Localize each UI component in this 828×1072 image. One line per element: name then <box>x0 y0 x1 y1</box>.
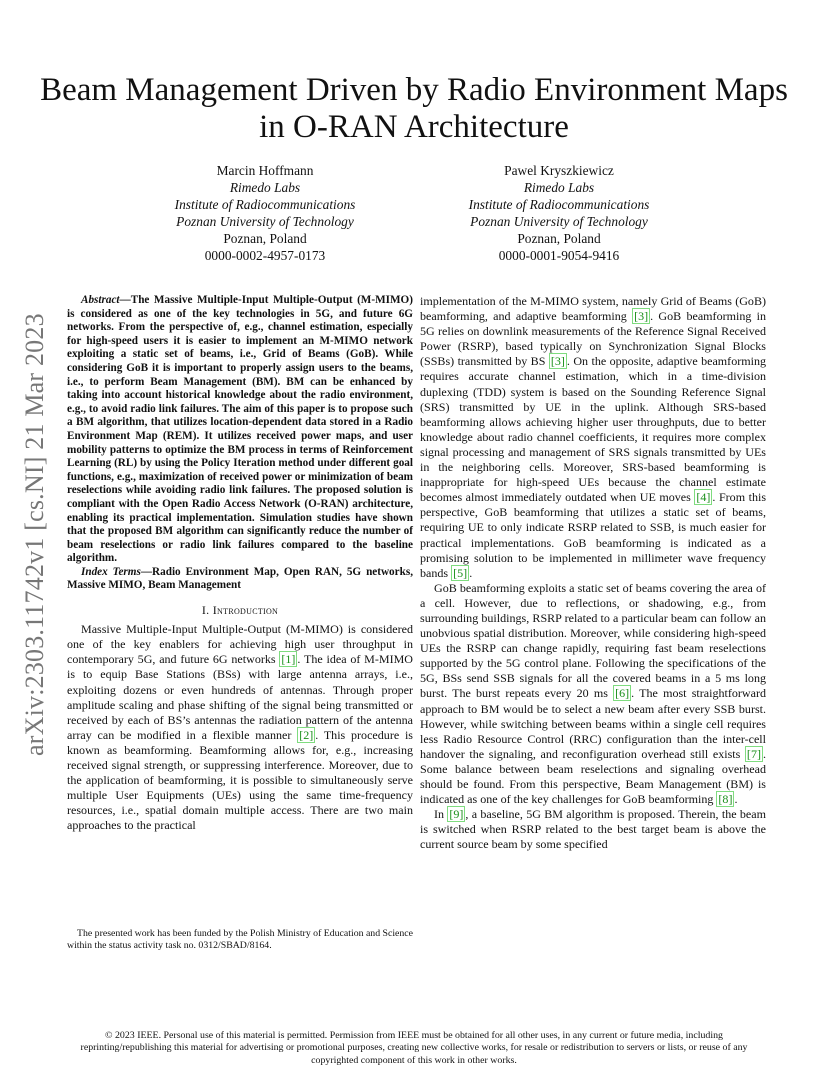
author-block-2 <box>394 162 724 264</box>
left-column <box>67 294 413 833</box>
author-affiliation: Poznan University of Technology <box>470 214 648 229</box>
index-terms <box>67 566 413 593</box>
body-text: . <box>469 565 473 580</box>
author-affiliation: Poznan University of Technology <box>176 214 354 229</box>
body-text: . The most straightforward approach to BM would be to select a new beam after every SSB burst. However, while switching between beams within a single cell requires less Radio Resource Control (RRC) configuration than the inter-cell handover the signaling, and reconfiguration overhead still exists <box>420 686 766 761</box>
index-terms-label: Index Terms <box>81 565 141 578</box>
author-affiliation: Institute of Radiocommunications <box>468 197 650 212</box>
citation-link[interactable]: [ 7 ] <box>745 746 763 762</box>
body-text: . The idea of M-MIMO is to equip Base Stations (BSs) with large antenna arrays, i.e., exploiting dozens or even hundreds of antennas. Through proper amplitude scaling and phase shifting of the signal being transmitted or received by each of BS’s antennas the radiation pattern of the antenna array can be modified in a flexible manner <box>67 652 413 742</box>
author-orcid: 0000-0001-9054-9416 <box>498 248 620 263</box>
body-text: . On the opposite, adaptive beamforming requires accurate channel estimation, which in a time-division duplexing (TDD) system is based on the Sounding Reference Signal (SRS) transmitted by UE in the uplink. Although SRS-based beamforming allows achieving higher user throughputs, due to better knowledge about radio channel coefficients, it requires more complex signal processing and management of SRS signals transmitted by UEs in the neighboring cells. Moreover, SRS-based beamforming is inappropriate for high-speed UEs because the channel estimate becomes almost immediately outdated when UE moves <box>420 354 766 505</box>
citation-link[interactable]: [ 3 ] <box>549 353 567 369</box>
body-text: In <box>434 807 448 822</box>
right-column <box>420 294 766 852</box>
citation-link[interactable]: [ 9 ] <box>447 806 465 822</box>
abstract-label: Abstract <box>81 294 120 306</box>
section-title: Introduction <box>212 603 279 618</box>
author-affiliation: Institute of Radiocommunications <box>174 197 356 212</box>
body-text: GoB beamforming exploits a static set of beams covering the area of a cell. However, due to reflections, or shadowing, e.g., from surrounding buildings, RSRP related to a particular beam can follow an unobvious spatial distribution. Moreover, while considering high-speed UEs the RSRP can change rapidly, requiring fast beam reselections supported by the 5G control plane. Following the specifications of the 5G, BSs send SSB signals for all the covered beams in a 5 ms long burst. The burst repeats every 20 ms <box>420 580 766 701</box>
body-text: , a baseline, 5G BM algorithm is proposed. Therein, the beam is switched when RSRP related to the best target beam is above the current source beam by some specified <box>420 807 766 852</box>
body-text: Massive Multiple-Input Multiple-Output (M-MIMO) is considered one of the key enablers for achieving high user throughput in contemporary 5G, and future 6G networks <box>67 622 413 667</box>
intro-paragraph-4 <box>420 807 766 852</box>
author-affiliation: Rimedo Labs <box>523 180 595 195</box>
footnote: The presented work has been funded by the Polish Ministry of Education and Science within the status activity task no. 0312/SBAD/8164. <box>67 928 414 952</box>
author-orcid: 0000-0002-4957-0173 <box>204 248 326 263</box>
citation-link[interactable]: [ 8 ] <box>716 791 734 807</box>
author-block-1 <box>100 162 430 264</box>
body-text: . This procedure is known as beamforming. Beamforming allows for, e.g., increasing received signal strength, or suppressing interference. Moreover, due to the application of beamforming, it is possible to simultaneously serve multiple User Equipments (UEs) using the same time-frequency resources, i.e., spatial domain multiple access. There are two main approaches to the practical <box>67 727 413 833</box>
author-location: Poznan, Poland <box>223 231 307 246</box>
copyright-notice: © 2023 IEEE. Personal use of this material is permitted. Permission from IEEE must be obtained for all other uses, in any current or future media, including reprinting/republishing this material for advertising or promotional purposes, creating new collective works, for resale or redistribution to servers or lists, or reuse of any copyrighted component of this work in other works. <box>80 1030 748 1066</box>
author-name: Marcin Hoffmann <box>216 163 314 178</box>
section-number: I. <box>201 603 210 618</box>
body-text: . GoB beamforming in 5G relies on downlink measurements of the Reference Signal Received Power (RSRP), based typically on Synchronization Signal Blocks (SSBs) transmitted by BS <box>420 309 767 369</box>
body-text: implementation of the M-MIMO system, namely Grid of Beams (GoB) beamforming, and adaptive beamforming <box>420 294 766 324</box>
citation-link[interactable]: [ 6 ] <box>613 685 631 701</box>
intro-paragraph-1 <box>67 622 413 833</box>
citation-link[interactable]: [ 4 ] <box>694 489 712 505</box>
arxiv-identifier: arXiv:2303.11742v1 [cs.NI] 21 Mar 2023 <box>20 313 49 756</box>
body-text: . From this perspective, GoB beamforming that utilizes a static set of beams, requiring UE to only indicate RSRP related to SSB, is much easier for practical implementations. GoB beamforming is indicated as a promising solution to be implemented in millimeter wave frequency bands <box>420 490 767 580</box>
body-text: . <box>734 792 738 807</box>
section-heading <box>67 603 413 618</box>
intro-paragraph-2 <box>420 294 766 581</box>
author-affiliation: Rimedo Labs <box>229 180 301 195</box>
index-terms-text: —Radio Environment Map, Open RAN, 5G networks, Massive MIMO, Beam Management <box>67 565 413 592</box>
intro-paragraph-3 <box>420 581 766 807</box>
citation-link[interactable]: [ 1 ] <box>279 651 297 667</box>
abstract-text: —The Massive Multiple-Input Multiple-Output (M-MIMO) is considered as one of the key technologies in 5G, and future 6G networks. From the perspective of, e.g., channel estimation, especially for high-speed users it is easier to implement an M-MIMO network exploiting a static set of beams, i.e., Grid of Beams (GoB). While considering GoB it is important to properly assign users to the beams, i.e., to perform Beam Management (BM). BM can be enhanced by taking into account historical knowledge about the radio environment, e.g., to avoid radio link failures. The aim of this paper is to propose such a BM algorithm, that utilizes location-dependent data stored in a Radio Environment Map (REM). It utilizes received power maps, and user mobility patterns to optimize the BM process in terms of Reinforcement Learning (RL) by using the Policy Iteration method under different goal functions, e.g., maximization of received power or minimization of beam reselections while avoiding radio link failures. The proposed solution is compliant with the Open Radio Access Network (O-RAN) architecture, enabling its practical implementation. Simulation studies have shown that the proposed BM algorithm can significantly reduce the number of beam reselections or radio link failures compared to the baseline algorithm. <box>67 294 413 565</box>
abstract <box>67 294 413 566</box>
author-location: Poznan, Poland <box>517 231 601 246</box>
body-text: . Some balance between beam reselections and signaling overhead should be found. From this perspective, Beam Management (BM) is indicated as one of the key challenges for GoB beamforming <box>420 746 766 807</box>
citation-link[interactable]: [ 2 ] <box>297 727 315 743</box>
author-name: Pawel Kryszkiewicz <box>504 163 614 178</box>
citation-link[interactable]: [ 3 ] <box>632 308 650 324</box>
citation-link[interactable]: [ 5 ] <box>451 565 469 581</box>
paper-title: Beam Management Driven by Radio Environment Maps in O-RAN Architecture <box>40 72 788 145</box>
